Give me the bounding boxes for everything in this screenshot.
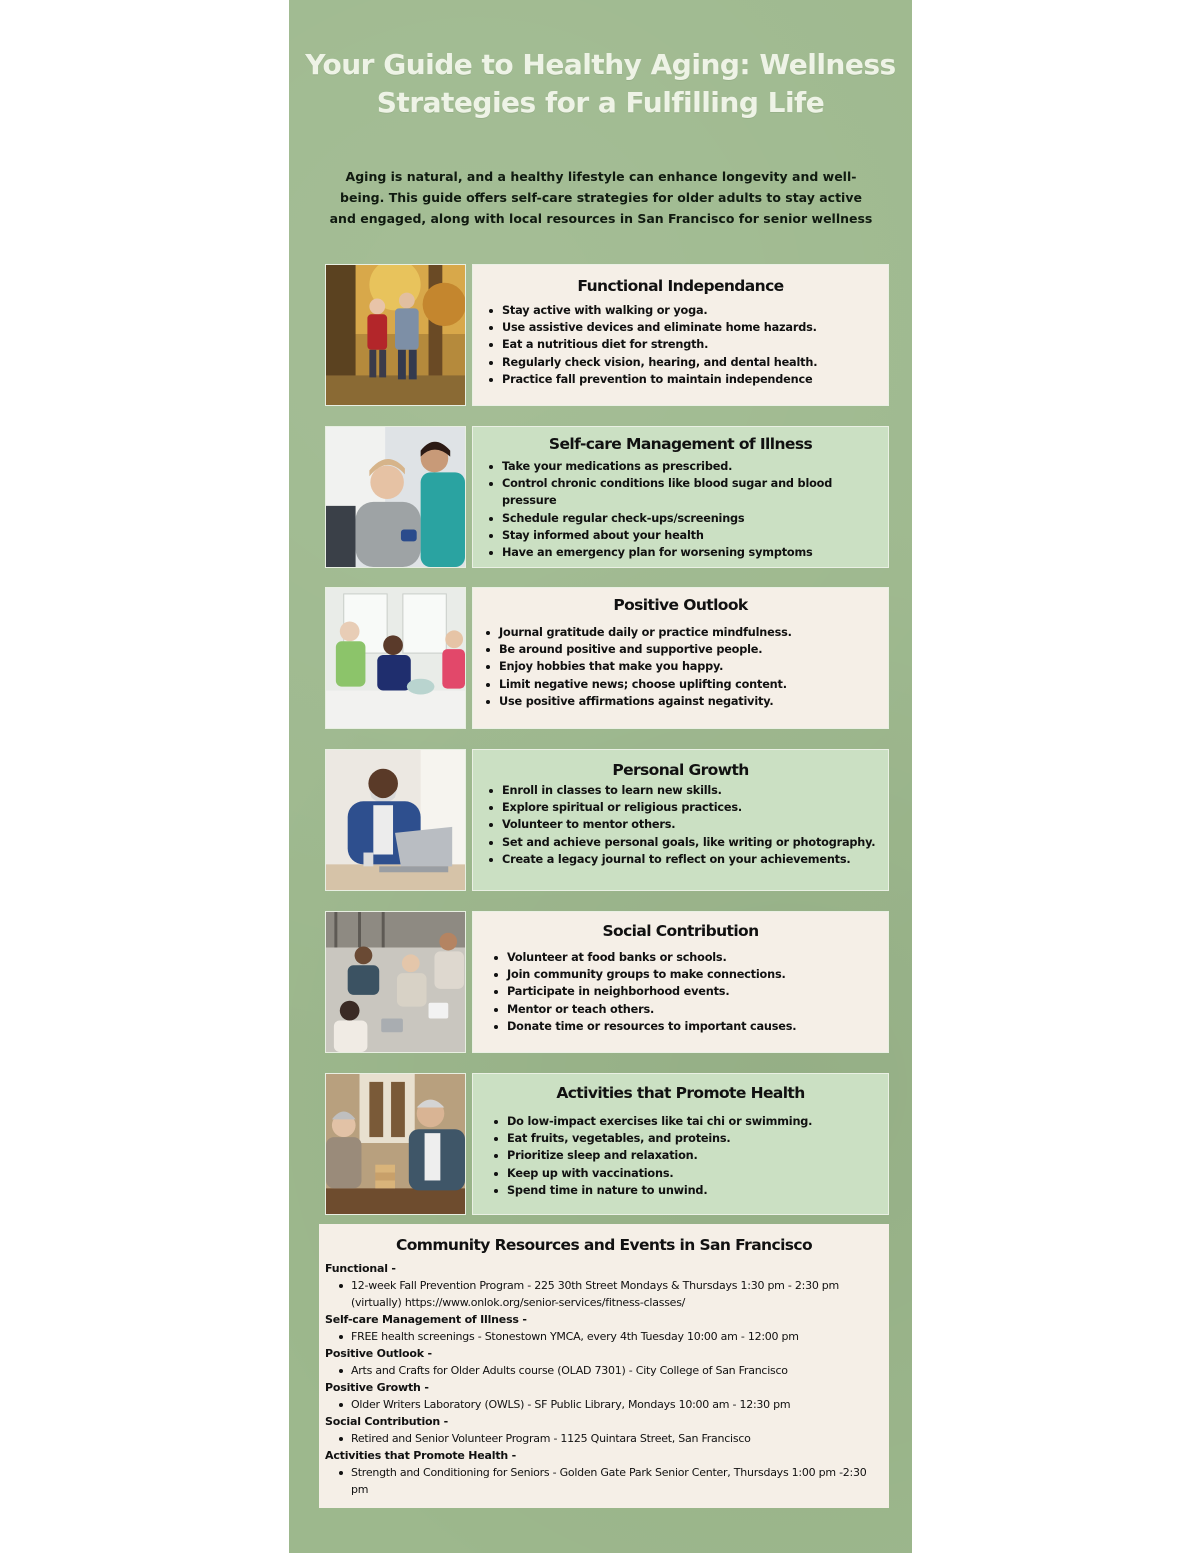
section-heading: Functional Independance bbox=[577, 277, 784, 295]
bullet-list bbox=[473, 458, 888, 561]
resource-item: Retired and Senior Volunteer Program - 1125 Quintara Street, San Francisco bbox=[351, 1430, 883, 1447]
resource-item: Older Writers Laboratory (OWLS) - SF Public Library, Mondays 10:00 am - 12:30 pm bbox=[351, 1396, 883, 1413]
resource-category: Social Contribution - bbox=[325, 1415, 449, 1428]
bullet-list bbox=[473, 302, 888, 388]
resource-item: Arts and Crafts for Older Adults course (OLAD 7301) - City College of San Francisco bbox=[351, 1362, 883, 1379]
seniors-playing-game-photo bbox=[325, 1073, 466, 1215]
couple-walking-autumn-photo bbox=[325, 264, 466, 406]
list-item: Prioritize sleep and relaxation. bbox=[507, 1147, 888, 1164]
nurse-with-senior-photo bbox=[325, 426, 466, 568]
resource-category: Positive Growth - bbox=[325, 1381, 429, 1394]
section-social-contribution bbox=[325, 911, 889, 1053]
bullet-list bbox=[473, 1113, 888, 1199]
list-item: Use assistive devices and eliminate home hazards. bbox=[502, 319, 888, 336]
section-heading: Social Contribution bbox=[602, 922, 759, 940]
list-item: Join community groups to make connections. bbox=[507, 966, 888, 983]
activities-promote-health-card bbox=[472, 1073, 889, 1215]
section-personal-growth bbox=[325, 749, 889, 891]
section-functional-independance bbox=[325, 264, 889, 406]
page-title: Your Guide to Healthy Aging: Wellness Strategies for a Fulfilling Life bbox=[305, 48, 896, 119]
flyer-poster bbox=[289, 0, 912, 1553]
section-heading: Self-care Management of Illness bbox=[548, 435, 813, 453]
community-resources-panel bbox=[319, 1224, 889, 1508]
list-item: Have an emergency plan for worsening symptoms bbox=[502, 544, 888, 561]
list-item: Use positive affirmations against negativity. bbox=[499, 693, 888, 710]
self-care-management-card bbox=[472, 426, 889, 568]
list-item: Limit negative news; choose uplifting content. bbox=[499, 676, 888, 693]
list-item: Be around positive and supportive people. bbox=[499, 641, 888, 658]
list-item: Stay informed about your health bbox=[502, 527, 888, 544]
bullet-list bbox=[473, 624, 888, 710]
list-item: Journal gratitude daily or practice mindfulness. bbox=[499, 624, 888, 641]
list-item: Control chronic conditions like blood sugar and blood pressure bbox=[502, 475, 888, 509]
group-seniors-sitting-photo bbox=[325, 911, 466, 1053]
social-contribution-card bbox=[472, 911, 889, 1053]
functional-independance-card bbox=[472, 264, 889, 406]
list-item: Volunteer to mentor others. bbox=[502, 816, 888, 833]
list-item: Keep up with vaccinations. bbox=[507, 1165, 888, 1182]
resource-category: Activities that Promote Health - bbox=[325, 1449, 517, 1462]
list-item: Participate in neighborhood events. bbox=[507, 983, 888, 1000]
section-heading: Positive Outlook bbox=[613, 596, 748, 614]
personal-growth-card bbox=[472, 749, 889, 891]
positive-outlook-card bbox=[472, 587, 889, 729]
list-item: Set and achieve personal goals, like writing or photography. bbox=[502, 834, 888, 851]
list-item: Enjoy hobbies that make you happy. bbox=[499, 658, 888, 675]
list-item: Mentor or teach others. bbox=[507, 1001, 888, 1018]
resource-item: 12-week Fall Prevention Program - 225 30th Street Mondays & Thursdays 1:30 pm - 2:30 pm (virtually) https://www.onlok.org/senior-services/fitness-classes/ bbox=[351, 1277, 883, 1311]
resource-category: Positive Outlook - bbox=[325, 1347, 432, 1360]
section-heading: Personal Growth bbox=[612, 761, 749, 779]
list-item: Enroll in classes to learn new skills. bbox=[502, 782, 888, 799]
resource-item: FREE health screenings - Stonestown YMCA, every 4th Tuesday 10:00 am - 12:00 pm bbox=[351, 1328, 883, 1345]
list-item: Donate time or resources to important causes. bbox=[507, 1018, 888, 1035]
list-item: Schedule regular check-ups/screenings bbox=[502, 510, 888, 527]
list-item: Take your medications as prescribed. bbox=[502, 458, 888, 475]
intro-paragraph: Aging is natural, and a healthy lifestyle can enhance longevity and well-being. This guide offers self-care strategies for older adults to stay active and engaged, along with local resources in San Francisco for senior wellness bbox=[329, 169, 873, 226]
bullet-list bbox=[473, 949, 888, 1035]
seniors-crafting-photo bbox=[325, 587, 466, 729]
bullet-list bbox=[473, 782, 888, 868]
list-item: Do low-impact exercises like tai chi or swimming. bbox=[507, 1113, 888, 1130]
section-activities-promote-health bbox=[325, 1073, 889, 1215]
list-item: Spend time in nature to unwind. bbox=[507, 1182, 888, 1199]
resource-category: Self-care Management of Illness - bbox=[325, 1313, 527, 1326]
list-item: Stay active with walking or yoga. bbox=[502, 302, 888, 319]
section-self-care-management bbox=[325, 426, 889, 568]
list-item: Practice fall prevention to maintain independence bbox=[502, 371, 888, 388]
resource-category: Functional - bbox=[325, 1262, 396, 1275]
resource-item: Strength and Conditioning for Seniors - Golden Gate Park Senior Center, Thursdays 1:00 pm -2:30 pm bbox=[351, 1464, 883, 1498]
list-item: Regularly check vision, hearing, and dental health. bbox=[502, 354, 888, 371]
list-item: Eat a nutritious diet for strength. bbox=[502, 336, 888, 353]
list-item: Explore spiritual or religious practices. bbox=[502, 799, 888, 816]
section-positive-outlook bbox=[325, 587, 889, 729]
section-heading: Activities that Promote Health bbox=[556, 1084, 805, 1102]
list-item: Volunteer at food banks or schools. bbox=[507, 949, 888, 966]
resources-heading: Community Resources and Events in San Francisco bbox=[395, 1236, 813, 1254]
list-item: Create a legacy journal to reflect on your achievements. bbox=[502, 851, 888, 868]
list-item: Eat fruits, vegetables, and proteins. bbox=[507, 1130, 888, 1147]
senior-man-laptop-photo bbox=[325, 749, 466, 891]
